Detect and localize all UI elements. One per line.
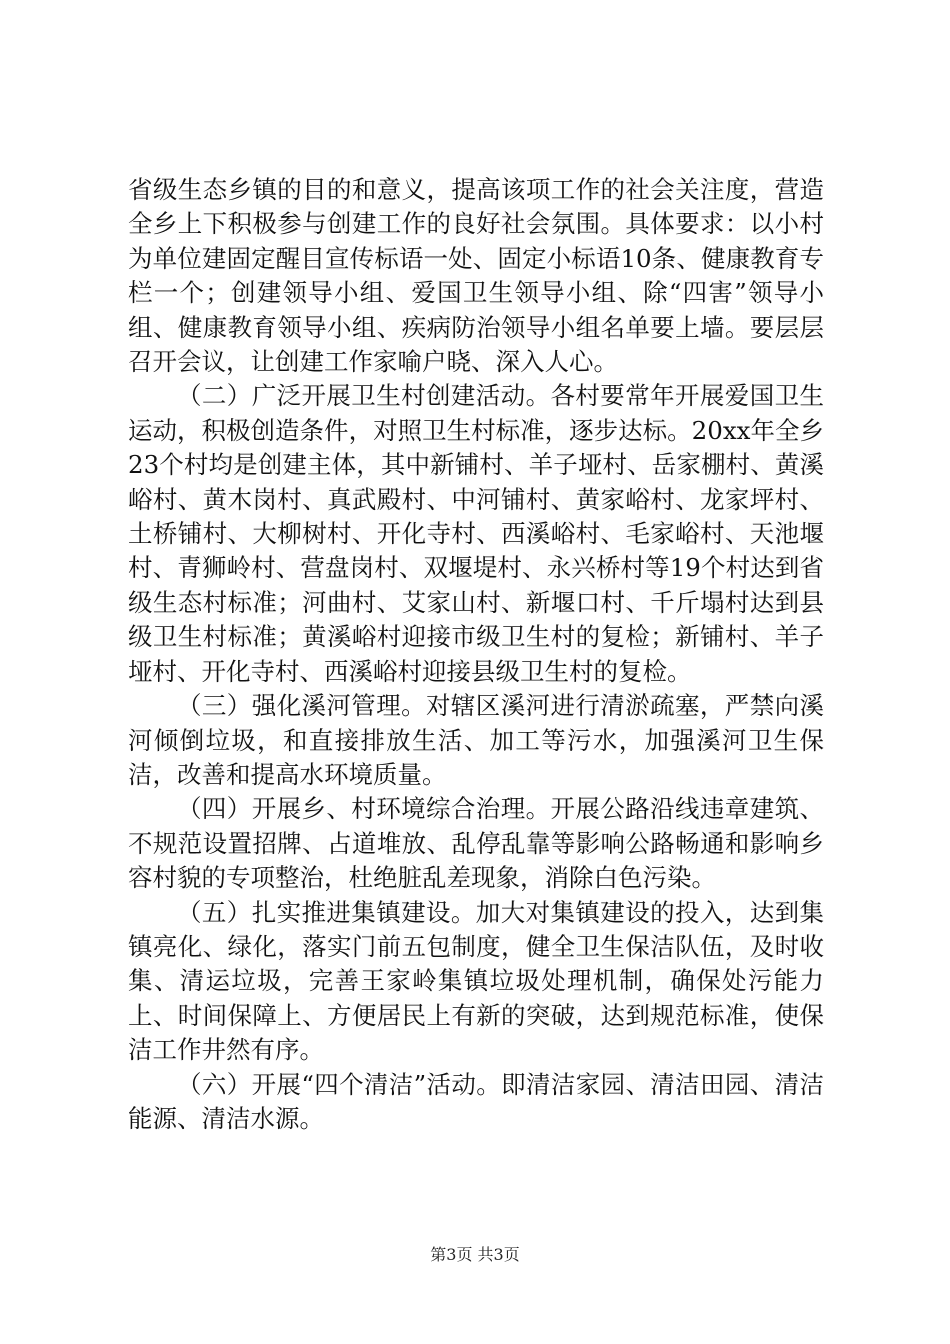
document-body: [128, 173, 824, 1136]
paragraph-health-village: （二）广泛开展卫生村创建活动。各村要常年开展爱国卫生运动，积极创造条件，对照卫生村标准，逐步达标。20xx年全乡23个村均是创建主体，其中新铺村、羊子垭村、岳家棚村、黄溪峪村、黄木岗村、真武殿村、中河铺村、黄家峪村、龙家坪村、土桥铺村、大柳树村、开化寺村、西溪峪村、毛家峪村、天池堰村、青狮岭村、营盘岗村、双堰堤村、永兴桥村等19个村达到省级生态村标准；河曲村、艾家山村、新堰口村、千斤塌村达到县级卫生村标准；黄溪峪村迎接市级卫生村的复检；新铺村、羊子垭村、开化寺村、西溪峪村迎接县级卫生村的复检。: [128, 381, 824, 686]
paragraph-four-cleans: （六）开展“四个清洁”活动。即清洁家园、清洁田园、清洁能源、清洁水源。: [128, 1069, 824, 1133]
paragraph-river-management: （三）强化溪河管理。对辖区溪河进行清淤疏塞，严禁向溪河倾倒垃圾，和直接排放生活、加工等污水，加强溪河卫生保洁，改善和提高水环境质量。: [128, 691, 824, 789]
paragraph-town-construction: （五）扎实推进集镇建设。加大对集镇建设的投入，达到集镇亮化、绿化，落实门前五包制度，健全卫生保洁队伍，及时收集、清运垃圾，完善王家岭集镇垃圾处理机制，确保处污能力上、时间保障上、方便居民上有新的突破，达到规范标准，使保洁工作井然有序。: [128, 897, 824, 1065]
page-footer: 第3页 共3页: [430, 1245, 520, 1264]
paragraph-intro-continuation: 省级生态乡镇的目的和意义，提高该项工作的社会关注度，营造全乡上下积极参与创建工作的良好社会氛围。具体要求：以小村为单位建固定醒目宣传标语一处、固定小标语10条、健康教育专栏一个；创建领导小组、爱国卫生领导小组、除“四害”领导小组、健康教育领导小组、疾病防治领导小组名单要上墙。要层层召开会议，让创建工作家喻户晓、深入人心。: [128, 175, 824, 377]
paragraph-environment-governance: （四）开展乡、村环境综合治理。开展公路沿线违章建筑、不规范设置招牌、占道堆放、乱停乱靠等影响公路畅通和影响乡容村貌的专项整治，杜绝脏乱差现象，消除白色污染。: [128, 794, 824, 893]
